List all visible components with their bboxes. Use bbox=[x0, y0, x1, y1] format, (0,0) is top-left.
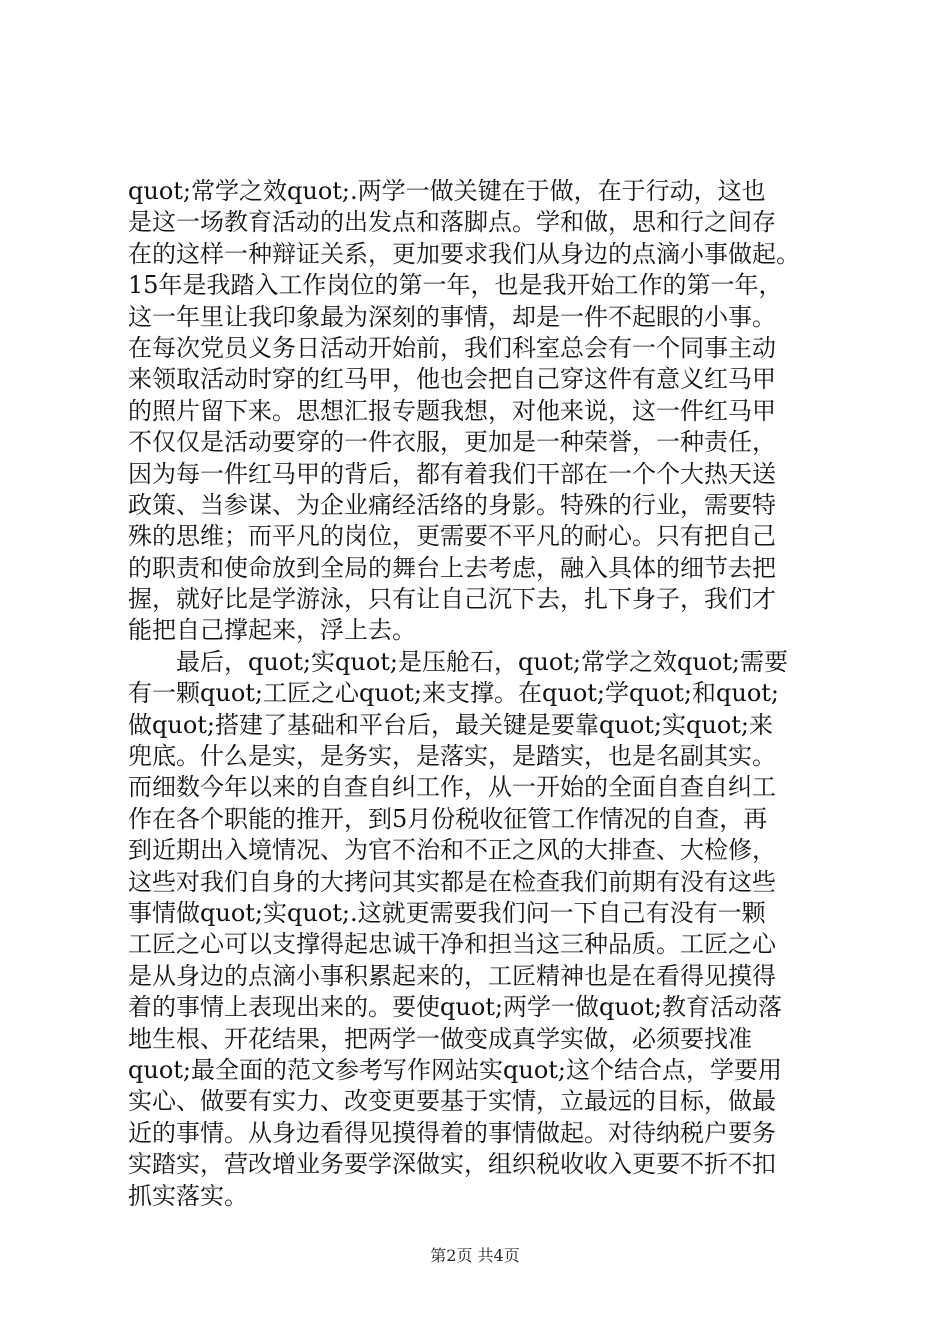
text-line: 做quot;搭建了基础和平台后，最关键是要靠quot;实quot;来 bbox=[128, 710, 773, 739]
text-line: quot;常学之效quot;.两学一做关键在于做，在于行动，这也 bbox=[128, 177, 766, 205]
text-line: 不仅仅是活动要穿的一件衣服，更加是一种荣誉，一种责任， bbox=[128, 428, 776, 457]
text-line: 殊的思维；而平凡的岗位，更需要不平凡的耐心。只有把自己 bbox=[128, 522, 776, 551]
text-line: 握，就好比是学游泳，只有让自己沉下去，扎下身子，我们才 bbox=[128, 585, 776, 614]
text-line: 15年是我踏入工作岗位的第一年，也是我开始工作的第一年， bbox=[128, 271, 783, 300]
text-line: 有一颗quot;工匠之心quot;来支撑。在quot;学quot;和quot; bbox=[128, 679, 779, 708]
text-line: 近的事情。从身边看得见摸得着的事情做起。对待纳税户要务 bbox=[128, 1118, 776, 1147]
text-line: 能把自己撑起来，浮上去。 bbox=[128, 616, 416, 645]
text-line: 到近期出入境情况、为官不治和不正之风的大排查、大检修， bbox=[128, 836, 776, 865]
text-line: 而细数今年以来的自查自纠工作，从一开始的全面自查自纠工 bbox=[128, 773, 776, 802]
text-line: 实心、做要有实力、改变更要基于实情，立最远的目标，做最 bbox=[128, 1087, 776, 1116]
text-line: 作在各个职能的推开，到5月份税收征管工作情况的自查，再 bbox=[128, 804, 768, 833]
text-line: 实踏实，营改增业务要学深做实，组织税收收入更要不折不扣 bbox=[128, 1150, 776, 1179]
text-line: 地生根、开花结果，把两学一做变成真学实做，必须要找准 bbox=[128, 1024, 752, 1053]
text-line: 的照片留下来。思想汇报专题我想，对他来说，这一件红马甲 bbox=[128, 396, 776, 425]
text-line: 因为每一件红马甲的背后，都有着我们干部在一个个大热天送 bbox=[128, 459, 776, 488]
text-line: 工匠之心可以支撑得起忠诚干净和担当这三种品质。工匠之心 bbox=[128, 930, 776, 959]
text-line: 兜底。什么是实，是务实，是落实，是踏实，也是名副其实。 bbox=[128, 742, 776, 771]
text-line: 最后，quot;实quot;是压舱石，quot;常学之效quot;需要 bbox=[128, 647, 788, 676]
text-line: 这些对我们自身的大拷问其实都是在检查我们前期有没有这些 bbox=[128, 867, 776, 896]
text-line: 抓实落实。 bbox=[128, 1181, 248, 1210]
text-line: 政策、当参谋、为企业痛经活络的身影。特殊的行业，需要特 bbox=[128, 490, 776, 519]
text-line: 是这一场教育活动的出发点和落脚点。学和做，思和行之间存 bbox=[128, 208, 776, 237]
text-line: 在的这样一种辩证关系，更加要求我们从身边的点滴小事做起。 bbox=[128, 239, 800, 268]
text-line: 是从身边的点滴小事积累起来的，工匠精神也是在看得见摸得 bbox=[128, 961, 776, 990]
text-line: 在每次党员义务日活动开始前，我们科室总会有一个同事主动 bbox=[128, 333, 776, 362]
text-line: 事情做quot;实quot;.这就更需要我们问一下自己有没有一颗 bbox=[128, 898, 766, 927]
text-line: 来领取活动时穿的红马甲，他也会把自己穿这件有意义红马甲 bbox=[128, 365, 776, 394]
text-line: 的职责和使命放到全局的舞台上去考虑，融入具体的细节去把 bbox=[128, 553, 776, 582]
text-line: quot;最全面的范文参考写作网站实quot;这个结合点，学要用 bbox=[128, 1055, 782, 1084]
document-body bbox=[128, 176, 858, 1212]
page-number-footer: 第2页 共4页 bbox=[430, 1246, 520, 1265]
text-line: 这一年里让我印象最为深刻的事情，却是一件不起眼的小事。 bbox=[128, 302, 776, 331]
text-line: 着的事情上表现出来的。要使quot;两学一做quot;教育活动落 bbox=[128, 993, 782, 1022]
